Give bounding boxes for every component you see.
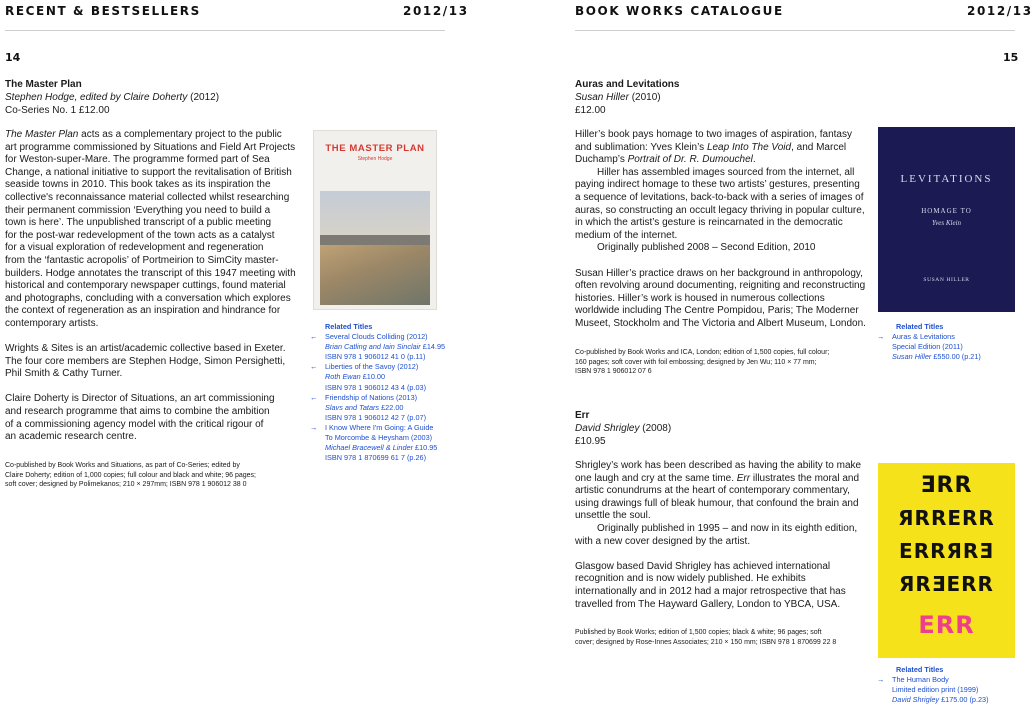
body-line: Hiller’s book pays homage to two images of aspiration, fantasy (575, 129, 852, 140)
pub-line: cover; designed by Rose-Innes Associates; 210 × 150 mm; ISBN 978 1 870699 22 8 (575, 638, 837, 646)
cover-lettering: ƎRR (920, 473, 973, 498)
cover-subtitle: Stephen Hodge (357, 156, 393, 162)
cover-photo-sky (320, 191, 430, 237)
auras-price: £12.00 (575, 105, 606, 116)
cover-lettering: ERR (918, 611, 975, 639)
body-line: contemporary artists. (5, 317, 99, 329)
body-line: Claire Doherty is Director of Situations, an art commissioning (5, 393, 275, 405)
master-plan-publication-details (5, 461, 256, 490)
master-plan-series-price: Co-Series No. 1 £12.00 (5, 105, 110, 116)
related-title-author-price: Michael Bracewell & Linder £10.95 (325, 443, 438, 453)
related-title-author-price: Slavs and Tatars £22.00 (325, 402, 404, 412)
body-line: internationally and in 2012 had a major retrospective that has (575, 585, 846, 597)
body-line: and sublimation: Yves Klein’s Leap Into The Void, and Marcel (575, 141, 847, 153)
err-author: David Shrigley (575, 423, 640, 434)
body-line: histories. Hiller’s work is housed in numerous collections (575, 292, 825, 304)
body-line: an academic research centre. (5, 431, 137, 443)
arrow-left-icon: ← (310, 332, 318, 342)
body-line: Hiller has assembled images sourced from the internet, all (597, 166, 855, 178)
related-title-isbn: ISBN 978 1 906012 41 0 (p.11) (325, 352, 426, 362)
err-year: (2008) (642, 423, 672, 434)
master-plan-title: The Master Plan (5, 79, 82, 90)
body-line: travelled from The Hayward Gallery, London to YBCA, USA. (575, 598, 841, 610)
levitations-cover-image (878, 127, 1015, 312)
related-title-link[interactable]: ← Several Clouds Colliding (2012) (310, 332, 428, 342)
body-line: using drawings full of bleak humour, that confound the brain and (575, 497, 859, 509)
pub-line: 160 pages; soft cover with foil embossing; designed by Jen Wu; 110 × 77 mm; (575, 358, 817, 366)
body-line: historical and contemporary newspaper cuttings, found material (5, 280, 286, 292)
body-line: for a visual exploration of redevelopment and regeneration (5, 242, 264, 254)
arrow-right-icon: → (877, 675, 885, 685)
master-plan-description (5, 129, 296, 444)
master-plan-cover-image (313, 130, 437, 310)
body-line: medium of the internet. (575, 229, 678, 241)
auras-year: (2010) (631, 92, 661, 103)
related-title-author-price: Brian Catling and Iain Sinclair £14.95 (325, 342, 446, 352)
body-line: Wrights & Sites is an artist/academic collective based in Exeter. (5, 343, 286, 355)
cover-lettering: ERRЯRƎ (899, 539, 994, 563)
related-title-link[interactable]: ← Liberties of the Savoy (2012) (310, 362, 419, 372)
related-title-isbn: ISBN 978 1 906012 42 7 (p.07) (325, 412, 427, 422)
pub-line: Published by Book Works; edition of 1,500 copies; black & white; 96 pages; soft (575, 629, 822, 636)
year-right: 2012/13 (967, 4, 1033, 18)
auras-byline (575, 91, 661, 104)
body-line: Museet, Stockholm and The Victoria and Albert Museum, London. (575, 317, 866, 329)
auras-title: Auras and Levitations (575, 79, 680, 90)
body-line: Shrigley’s work has been described as having the ability to make (575, 460, 862, 471)
cover-photo-beach (320, 245, 430, 305)
cover-lettering: ЯRƎERR (899, 572, 994, 596)
related-title-author-price: David Shrigley £175.00 (p.23) (892, 695, 989, 705)
cover-lettering: ЯRRERR (898, 506, 995, 530)
related-title-second-line: Special Edition (2011) (892, 342, 963, 352)
pub-line: Co-published by Book Works and Situations, as part of Co-Series; edited by (5, 462, 240, 469)
body-line (5, 129, 296, 142)
err-description (575, 460, 861, 611)
related-title-isbn: ISBN 978 1 906012 43 4 (p.03) (325, 382, 427, 392)
auras-publication-details (575, 348, 829, 377)
body-line: Susan Hiller’s practice draws on her background in anthropology, (575, 267, 863, 279)
err-related-titles (877, 665, 989, 705)
body-line: The four core members are Stephen Hodge, Simon Persighetti, (5, 355, 286, 367)
body-line: artistic conundrums at the heart of contemporary commentary, (575, 485, 850, 497)
err-publication-details (575, 628, 836, 647)
cover-author: SUSAN HILLER (923, 277, 970, 283)
body-line: worldwide including The Centre Pompidou, Paris; The Moderner (575, 305, 859, 317)
cover-klein: Yves Klein (931, 219, 962, 227)
auras-related-titles (877, 322, 981, 362)
master-plan-author: Stephen Hodge, edited by Claire Doherty (5, 92, 188, 103)
body-line: for the post-war redevelopment of the town acts as a catalyst (5, 229, 275, 241)
master-plan-related-titles (310, 322, 445, 463)
body-line: in which the artist’s gesture is reincarnated in the democratic (575, 217, 843, 229)
body-line: Phil Smith & Cathy Turner. (5, 368, 123, 380)
body-line: collective's reconnaissance material collected whilst researching (5, 191, 290, 203)
body-line: Glasgow based David Shrigley has achieved international (575, 560, 831, 572)
arrow-left-icon: ← (310, 392, 318, 402)
page-number-right: 15 (1003, 51, 1019, 64)
cover-homage: HOMAGE TO (921, 207, 972, 215)
body-line: art programme commissioned by Situations and Field Art Projects (5, 141, 296, 153)
cover-photo-horizon (320, 235, 430, 245)
related-titles-heading: Related Titles (896, 322, 944, 331)
pub-line: ISBN 978 1 906012 07 6 (575, 368, 652, 375)
related-title-second-line: Limited edition print (1999) (892, 685, 979, 695)
body-line: and photographs, concluding with a conversation which explores (5, 292, 291, 304)
body-line: town is here’. The unpublished transcript of a public meeting (5, 217, 272, 229)
body-line: auras, so constructing an occult legacy thriving in popular culture, (575, 204, 865, 216)
pub-line: Co-published by Book Works and ICA, London; edition of 1,500 copies, full colour; (575, 349, 830, 356)
body-line: paying indirect homage to these two artists’ gestures, presenting (575, 179, 860, 191)
body-line: their permanent commission ‘Everything you need to build a (5, 204, 271, 216)
body-line: Originally published in 1995 – and now in its eighth edition, (597, 522, 858, 534)
body-line: from the ‘fantastic acropolis’ of Portmeirion to SimCity master- (5, 254, 279, 266)
header-rule-left (5, 30, 445, 31)
body-line: for Weston-super-Mare. The programme formed part of Sea (5, 154, 270, 166)
body-line: with a new cover designed by the artist. (575, 535, 751, 547)
err-price: £10.95 (575, 436, 606, 447)
body-line: Originally published 2008 – Second Edition, 2010 (597, 242, 816, 254)
body-line: Change, a national initiative to support the revitalisation of British (5, 166, 292, 178)
body-italic-title: The Master Plan (5, 129, 79, 140)
arrow-right-icon: → (877, 332, 885, 342)
body-text: acts as a complementary project to the public (78, 129, 282, 140)
arrow-left-icon: ← (310, 362, 318, 372)
body-line: unsettle the soul. (575, 510, 651, 522)
body-line: builders. Hodge annotates the transcript of this 1947 meeting with (5, 267, 296, 279)
body-line: a sequence of levitations, back-to-back with a series of images of (575, 191, 864, 203)
related-titles-heading: Related Titles (325, 322, 373, 331)
cover-title: LEVITATIONS (900, 173, 993, 185)
section-title-left: RECENT & BESTSELLERS (5, 4, 201, 18)
err-cover-image (878, 463, 1015, 658)
related-title-link[interactable]: → The Human Body (877, 675, 949, 685)
related-title-author-price: Susan Hiller £550.00 (p.21) (892, 352, 981, 362)
year-left: 2012/13 (403, 4, 469, 18)
body-line: one laugh and cry at the same time. Err illustrates the moral and (575, 472, 860, 484)
related-title-author-price: Roth Ewan £10.00 (325, 372, 386, 382)
master-plan-year: (2012) (190, 92, 220, 103)
body-line: and research programme that aims to combine the ambition (5, 406, 270, 418)
related-title-second-line: To Morcombe & Heysham (2003) (325, 433, 433, 443)
related-title-link[interactable]: → Auras & Levitations (877, 332, 955, 342)
err-byline (575, 422, 671, 435)
page-number-left: 14 (5, 51, 21, 64)
body-line: of a commissioning agency model with the critical rigour of (5, 418, 264, 430)
related-titles-heading: Related Titles (896, 665, 944, 674)
related-title-link[interactable]: ← Friendship of Nations (2013) (310, 392, 418, 402)
body-line: Duchamp’s Portrait of Dr. R. Dumouchel. (575, 154, 756, 166)
body-line: seaside towns in 2010. This book takes as its inspiration the (5, 179, 271, 191)
related-title-link[interactable]: → I Know Where I'm Going: A Guide (310, 422, 434, 432)
related-title-isbn: ISBN 978 1 870699 61 7 (p.26) (325, 453, 427, 463)
body-line: the context of regeneration as an inspiration and hindrance for (5, 305, 281, 317)
header-rule-right (575, 30, 1015, 31)
body-line: often revolving around documenting, reigniting and reconstructing (575, 280, 866, 292)
cover-title: THE MASTER PLAN (325, 143, 425, 154)
body-line: recognition and is now widely published. He exhibits (575, 573, 806, 585)
pub-line: soft cover; designed by Polimekanos; 210 × 297mm; ISBN 978 1 906012 38 0 (5, 481, 247, 488)
arrow-right-icon: → (310, 422, 318, 432)
auras-description (575, 129, 866, 331)
pub-line: Claire Doherty; edition of 1,000 copies; full colour and black and white; 96 pages; (5, 471, 256, 479)
err-title: Err (575, 410, 590, 421)
section-title-right: BOOK WORKS CATALOGUE (575, 4, 784, 18)
auras-author: Susan Hiller (575, 92, 629, 103)
master-plan-byline (5, 91, 219, 104)
